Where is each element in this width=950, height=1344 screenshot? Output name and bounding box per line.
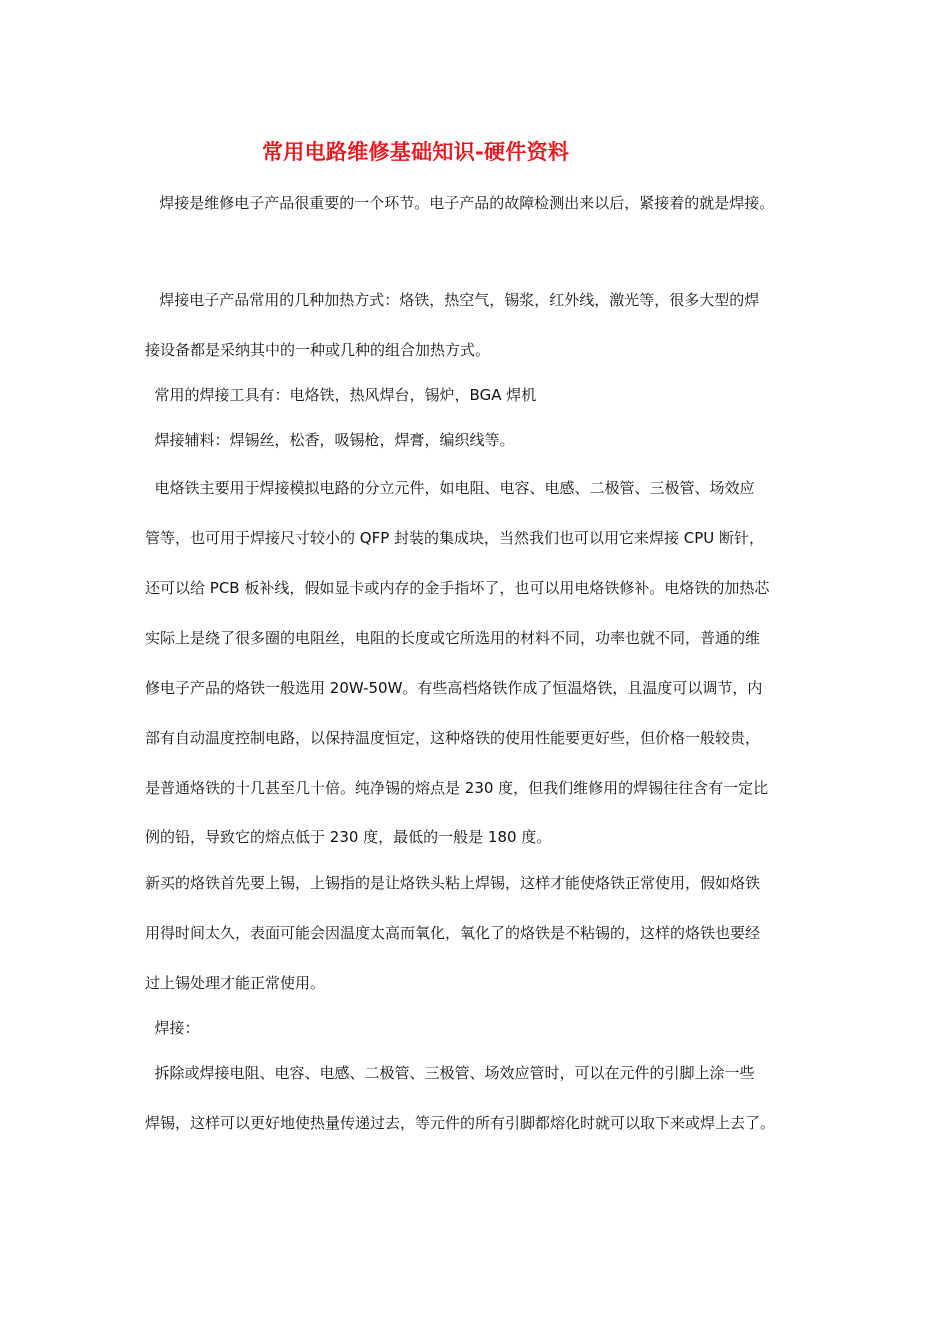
paragraph-line: 管等，也可用于焊接尺寸较小的 QFP 封装的集成块，当然我们也可以用它来焊接 CPU 断针， — [145, 529, 765, 547]
paragraph-line: 焊接是维修电子产品很重要的一个环节。电子产品的故障检测出来以后，紧接着的就是焊接。 — [145, 194, 775, 212]
paragraph-line: 焊接辅料：焊锡丝，松香，吸锡枪，焊膏，编织线等。 — [145, 431, 515, 449]
paragraph-line: 部有自动温度控制电路，以保持温度恒定，这种烙铁的使用性能要更好些，但价格一般较贵， — [145, 729, 761, 747]
document-title: 常用电路维修基础知识-硬件资料 — [262, 140, 570, 164]
paragraph-line: 拆除或焊接电阻、电容、电感、二极管、三极管、场效应管时，可以在元件的引脚上涂一些 — [145, 1064, 755, 1082]
paragraph-line: 接设备都是采纳其中的一种或几种的组合加热方式。 — [145, 341, 491, 359]
paragraph-line: 是普通烙铁的十几甚至几十倍。纯净锡的熔点是 230 度，但我们维修用的焊锡往往含有一定比 — [145, 779, 769, 797]
paragraph-line: 电烙铁主要用于焊接模拟电路的分立元件，如电阻、电容、电感、二极管、三极管、场效应 — [145, 479, 755, 497]
paragraph-line: 修电子产品的烙铁一般选用 20W-50W。有些高档烙铁作成了恒温烙铁，且温度可以调节，内 — [145, 679, 763, 697]
paragraph-line: 焊接电子产品常用的几种加热方式：烙铁，热空气，锡浆，红外线，激光等，很多大型的焊 — [145, 291, 760, 309]
paragraph-line: 例的铅，导致它的熔点低于 230 度，最低的一般是 180 度。 — [145, 828, 552, 846]
paragraph-line: 新买的烙铁首先要上锡，上锡指的是让烙铁头粘上焊锡，这样才能使烙铁正常使用，假如烙铁 — [145, 874, 761, 892]
paragraph-line: 焊锡，这样可以更好地使热量传递过去，等元件的所有引脚都熔化时就可以取下来或焊上去了。 — [145, 1114, 776, 1132]
paragraph-line: 用得时间太久，表面可能会因温度太高而氧化，氧化了的烙铁是不粘锡的，这样的烙铁也要经 — [145, 924, 761, 942]
paragraph-line: 常用的焊接工具有：电烙铁，热风焊台，锡炉，BGA 焊机 — [145, 386, 537, 404]
paragraph-line: 实际上是绕了很多圈的电阻丝，电阻的长度或它所选用的材料不同，功率也就不同，普通的维 — [145, 629, 761, 647]
paragraph-line: 还可以给 PCB 板补线，假如显卡或内存的金手指坏了，也可以用电烙铁修补。电烙铁的加热芯 — [145, 579, 770, 597]
paragraph-line: 焊接： — [145, 1019, 200, 1037]
paragraph-line: 过上锡处理才能正常使用。 — [145, 974, 326, 992]
